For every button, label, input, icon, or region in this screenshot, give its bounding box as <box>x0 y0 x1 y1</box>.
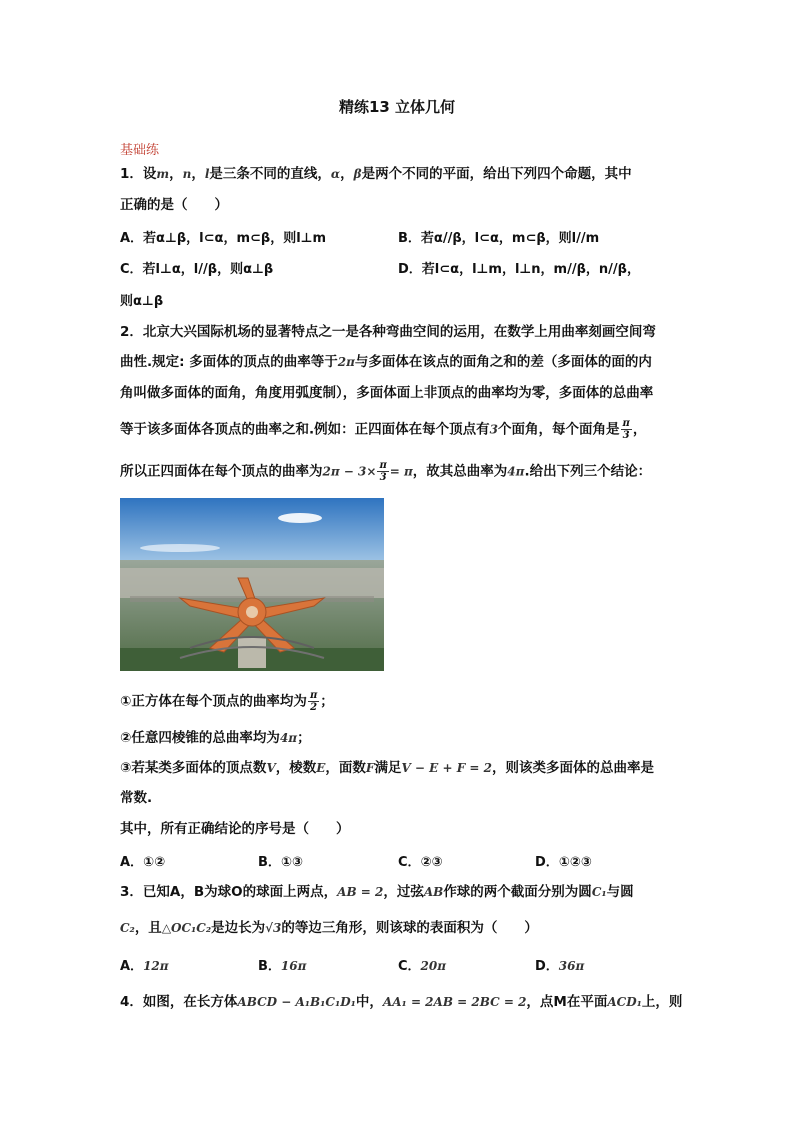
q2-conclusion-3-cont: 常数. <box>120 790 153 806</box>
airport-photo-icon <box>120 498 384 671</box>
q1-option-c[interactable]: C．若l⊥α，l//β，则α⊥β <box>120 262 274 277</box>
q2-conclusion-1: ①正方体在每个顶点的曲率均为 $\frac{\pi}{2}$ ； <box>120 690 334 713</box>
q2-conclusion-2: ②任意四棱锥的总曲率均为4π； <box>120 730 311 746</box>
airport-photo <box>120 498 384 671</box>
q2-option-d[interactable]: D．①②③ <box>535 855 592 870</box>
q1-line2: 正确的是（ ） <box>120 197 228 213</box>
q2-option-c[interactable]: C．②③ <box>398 855 443 870</box>
pi-over-3: $\frac{\pi}{3}$ <box>622 418 630 441</box>
q3-line1: 3．已知A，B为球O的球面上两点，AB = 2，过弦AB作球的两个截面分别为圆C₁与圆 <box>120 884 634 900</box>
pi-over-2: $\frac{\pi}{2}$ <box>309 690 318 713</box>
q1-option-d-cont: 则α⊥β <box>120 294 164 309</box>
q2-line5: 所以正四面体在每个顶点的曲率为2π − 3× $\frac{\pi}{3}$ = π，故其总曲率为4π.给出下列三个结论： <box>120 460 652 483</box>
q3-line2: C₂，且△OC₁C₂是边长为√3的等边三角形，则该球的表面积为（ ） <box>120 920 538 936</box>
q1-option-d[interactable]: D．若l⊂α，l⊥m，l⊥n，m//β，n//β， <box>398 262 640 277</box>
section-label: 基础练 <box>120 143 160 158</box>
q3-option-d[interactable]: D．36π <box>535 959 585 974</box>
q2-line1: 2．北京大兴国际机场的显著特点之一是各种弯曲空间的运用，在数学上用曲率刻画空间弯 <box>120 324 656 340</box>
q1-option-b[interactable]: B．若α//β，l⊂α，m⊂β，则l//m <box>398 231 600 246</box>
q3-option-b[interactable]: B．16π <box>258 959 307 974</box>
q2-line3: 角叫做多面体的面角，角度用弧度制），多面体面上非顶点的曲率均为零，多面体的总曲率 <box>120 385 654 401</box>
q2-conclusion-3: ③若某类多面体的顶点数V，棱数E，面数F满足V − E + F = 2，则该类多面体的总曲率是 <box>120 760 654 776</box>
q3-option-c[interactable]: C．20π <box>398 959 447 974</box>
q2-option-b[interactable]: B．①③ <box>258 855 303 870</box>
q2-question: 其中，所有正确结论的序号是（ ） <box>120 821 350 837</box>
q1-line1: 1．设m，n，l是三条不同的直线，α，β是两个不同的平面，给出下列四个命题，其中 <box>120 166 632 182</box>
q2-line4: 等于该多面体各顶点的曲率之和.例如：正四面体在每个顶点有3个面角，每个面角是 $\frac{\pi}{3}$ ， <box>120 418 647 441</box>
pi-over-3-expr: $\frac{\pi}{3}$ <box>379 460 387 483</box>
q2-line2: 曲性.规定: 多面体的顶点的曲率等于2π与多面体在该点的面角之和的差（多面体的面的内 <box>120 354 652 370</box>
q4-line1: 4．如图，在长方体ABCD − A₁B₁C₁D₁中，AA₁ = 2AB = 2BC = 2，点M在平面ACD₁上，则 <box>120 994 683 1010</box>
q2-option-a[interactable]: A．①② <box>120 855 166 870</box>
page-title: 精练13 立体几何 <box>338 98 456 116</box>
q1-option-a[interactable]: A．若α⊥β，l⊂α，m⊂β，则l⊥m <box>120 231 327 246</box>
q3-option-a[interactable]: A．12π <box>120 959 169 974</box>
